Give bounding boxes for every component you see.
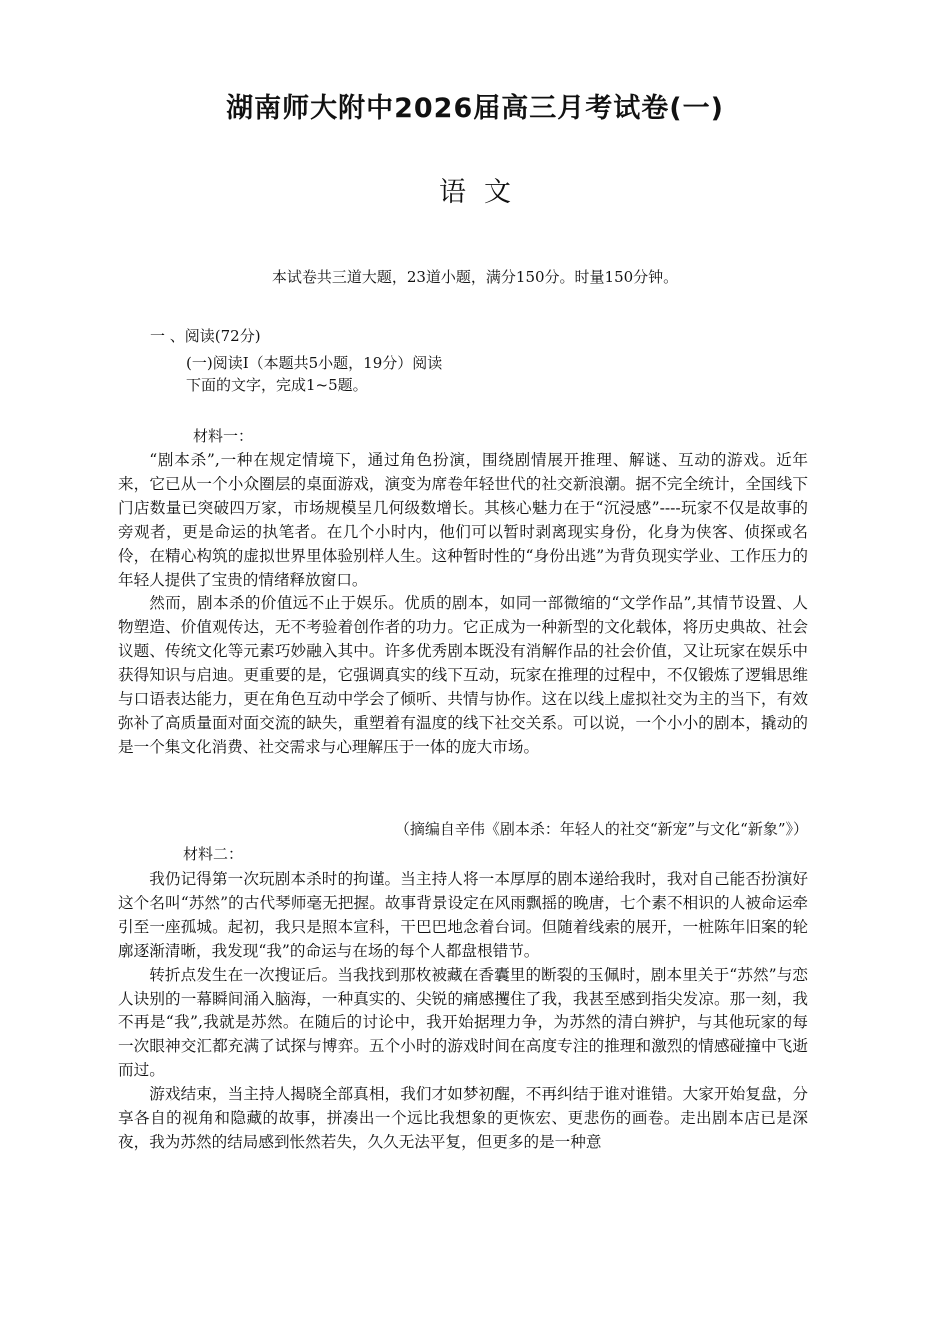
subsection-instructions: (一)阅读I（本题共5小题，19分）阅读下面的文字，完成1~5题。 <box>186 354 443 394</box>
material-two-paragraph: 我仍记得第一次玩剧本杀时的拘谨。当主持人将一本厚厚的剧本递给我时，我对自己能否扮演好这个名叫“苏然”的古代琴师毫无把握。故事背景设定在风雨飘摇的晚唐，七个素不相识的人被命运牵引至一座孤城。起初，我只是照本宣科，干巴巴地念着台词。但随着线索的展开，一桩陈年旧案的轮廓逐渐清晰，我发现“我”的命运与在场的每个人都盘根错节。 <box>118 870 808 960</box>
exam-intro: 本试卷共三道大题，23道小题，满分150分。时量150分钟。 <box>271 268 679 286</box>
material-one-label: 材料一： <box>193 427 254 445</box>
material-one-source: （摘编自辛伟《剧本杀：年轻人的社交“新宠”与文化“新象”》） <box>394 820 808 838</box>
section-heading: 一 、阅读(72分) <box>150 327 261 345</box>
material-one-body <box>118 449 808 760</box>
material-two-label: 材料二： <box>183 845 244 863</box>
material-one-paragraph: 然而，剧本杀的价值远不止于娱乐。优质的剧本，如同一部微缩的“文学作品”,其情节设置、人物塑造、价值观传达，无不考验着创作者的功力。它正成为一种新型的文化载体，将历史典故、社会议题、传统文化等元素巧妙融入其中。许多优秀剧本既没有消解作品的社会价值，又让玩家在娱乐中获得知识与启迪。更重要的是，它强调真实的线下互动，玩家在推理的过程中，不仅锻炼了逻辑思维与口语表达能力，更在角色互动中学会了倾听、共情与协作。这在以线上虚拟社交为主的当下，有效弥补了高质量面对面交流的缺失，重塑着有温度的线下社交关系。可以说，一个小小的剧本，撬动的是一个集文化消费、社交需求与心理解压于一体的庞大市场。 <box>118 594 808 756</box>
material-two-paragraph: 转折点发生在一次搜证后。当我找到那枚被藏在香囊里的断裂的玉佩时，剧本里关于“苏然”与恋人诀别的一幕瞬间涌入脑海，一种真实的、尖锐的痛感攫住了我，我甚至感到指尖发凉。那一刻，我不再是“我”,我就是苏然。在随后的讨论中，我开始据理力争，为苏然的清白辨护，与其他玩家的每一次眼神交汇都充满了试探与博弈。五个小时的游戏时间在高度专注的推理和激烈的情感碰撞中飞逝而过。 <box>118 965 808 1080</box>
material-one-paragraph: “剧本杀”,一种在规定情境下，通过角色扮演，围绕剧情展开推理、解谜、互动的游戏。近年来，它已从一个小众圈层的桌面游戏，演变为席卷年轻世代的社交新浪潮。据不完全统计，全国线下门店数量已突破四万家，市场规模呈几何级数增长。其核心魅力在于“沉浸感”----玩家不仅是故事的旁观者，更是命运的执笔者。在几个小时内，他们可以暂时剥离现实身份，化身为侠客、侦探或名伶，在精心构筑的虚拟世界里体验别样人生。这种暂时性的“身份出逃”为背负现实学业、工作压力的年轻人提供了宝贵的情绪释放窗口。 <box>118 451 808 589</box>
exam-title: 湖南师大附中2026届高三月考试卷(一) <box>226 93 724 124</box>
material-two-body <box>118 868 808 1155</box>
material-two-paragraph: 游戏结束，当主持人揭晓全部真相，我们才如梦初醒，不再纠结于谁对谁错。大家开始复盘，分享各自的视角和隐藏的故事，拼凑出一个远比我想象的更恢宏、更悲伤的画卷。走出剧本店已是深夜，我为苏然的结局感到怅然若失，久久无法平复，但更多的是一种意 <box>118 1085 808 1151</box>
subject-title: 语文 <box>439 177 529 208</box>
